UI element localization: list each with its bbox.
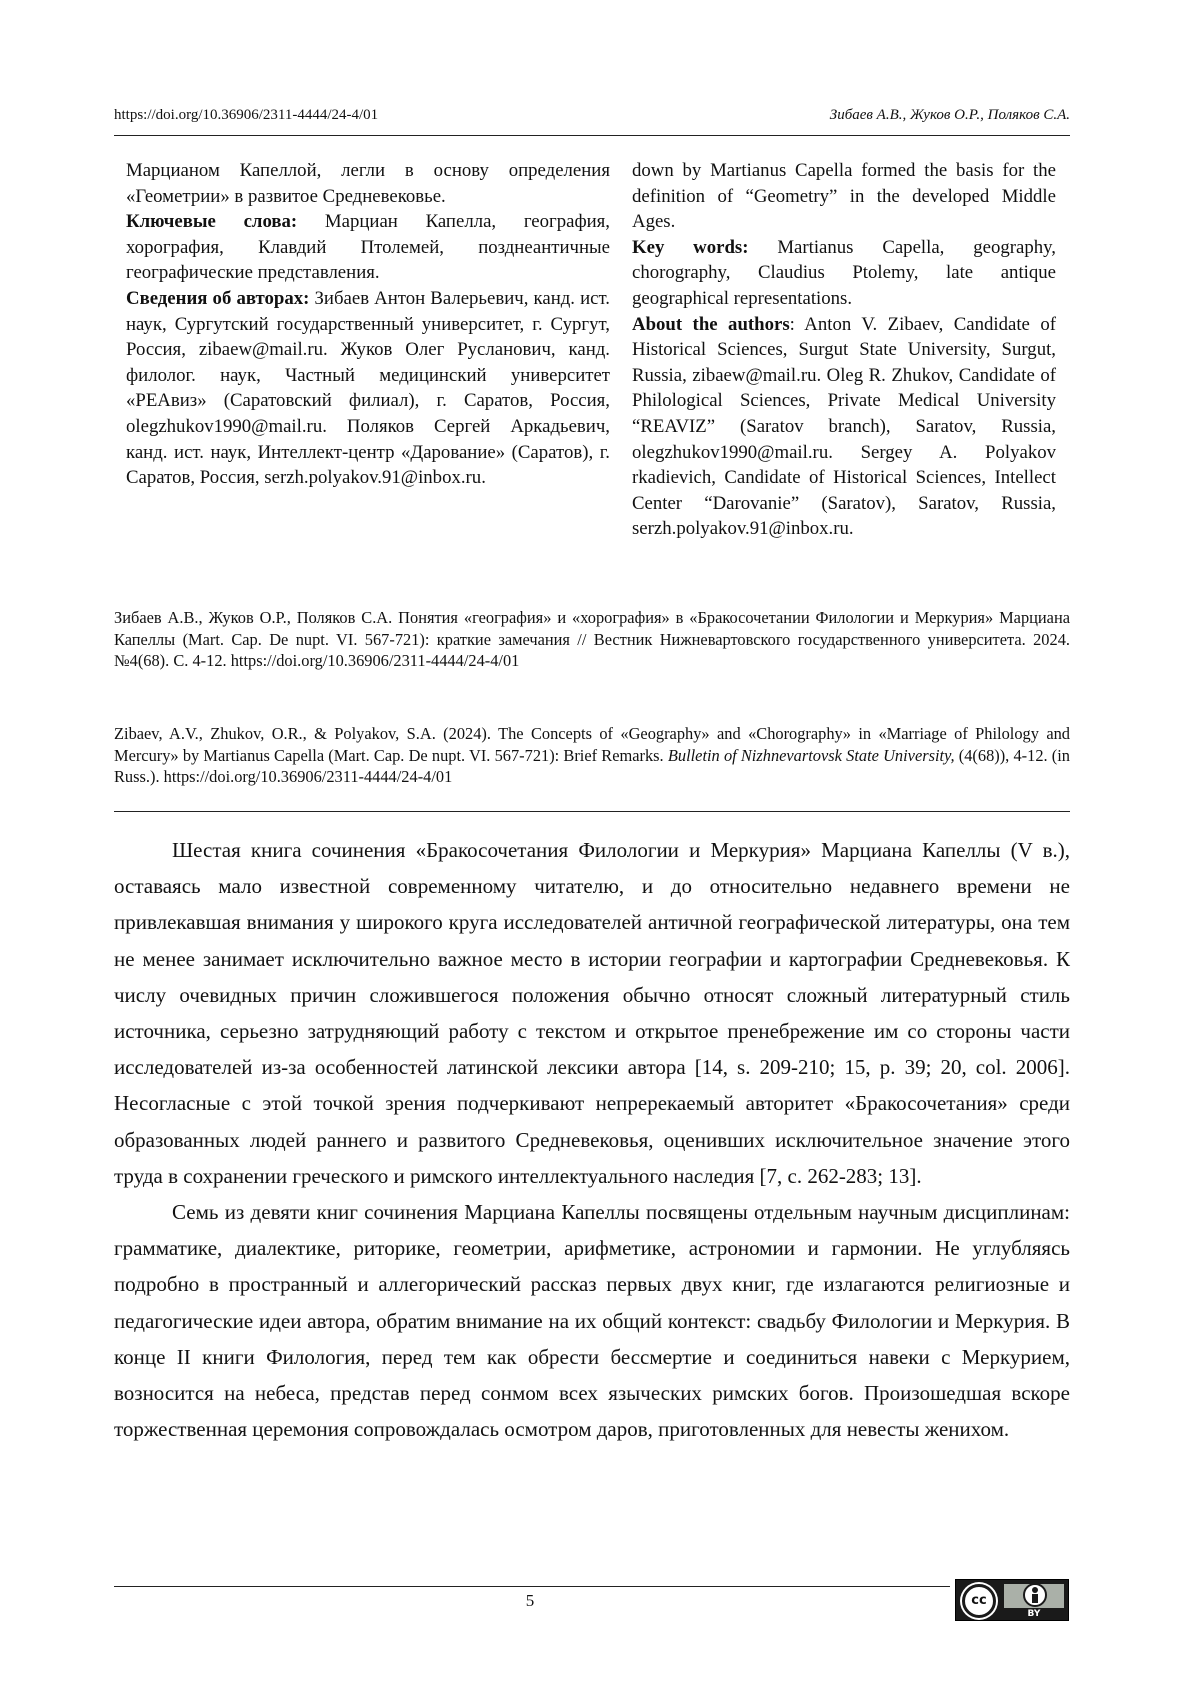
abstract-tail-ru: Марцианом Капеллой, легли в основу определения «Геометрии» в развитое Средневековье. xyxy=(126,160,610,207)
keywords-text-ru: Марциан Капелла, география, хорография, Клавдий Птолемей, позднеантичные географические представления. xyxy=(126,211,610,284)
abstract-tail-en: down by Martianus Capella formed the basis for the definition of “Geometry” in the developed Middle Ages. xyxy=(632,160,1056,233)
keywords-ru xyxy=(126,209,610,286)
authors-en xyxy=(632,312,1056,542)
citation-en-text xyxy=(114,723,1070,788)
body-paragraph: Семь из девяти книг сочинения Марциана Капеллы посвящены отдельным научным дисциплинам: грамматике, диалектике, риторике, геометрии, арифметике, астрономии и гармонии. Не углубляясь подробно в пространный и аллегорический рассказ первых двух книг, где излагаются религиозные и педагогические идеи автора, обратим внимание на их общий контекст: свадьбу Филологии и Меркурия. В конце II книги Филология, перед тем как обрести бессмертие и соединиться навеки с Меркурием, возносится на небеса, представ перед сонмом всех языческих римских богов. Произошедшая вскоре торжественная церемония сопровождалась осмотром даров, приготовленных для невесты женихом. xyxy=(114,1200,1070,1442)
body-paragraph: Шестая книга сочинения «Бракосочетания Филологии и Меркурия» Марциана Капеллы (V в.), оставаясь мало известной современному читателю, и до относительно недавнего времени не привлекавшая внимания у широкого круга исследователей античной географической литературы, она тем не менее занимает исключительно важное место в истории географии и картографии Средневековья. К числу очевидных причин сложившегося положения обычно относят сложный литературный стиль источника, серьезно затрудняющий работу с текстом и открытое пренебрежение им со стороны части исследователей из-за особенностей латинской лексики автора [14, s. 209-210; 15, p. 39; 20, col. 2006]. Несогласные с этой точкой зрения подчеркивают непререкаемый авторитет «Бракосочетания» среди образованных людей раннего и развитого Средневековья, оценивших исключительное значение этого труда в сохранении греческого и римского интеллектуального наследия [7, с. 262-283; 13]. xyxy=(114,838,1070,1188)
authors-ru xyxy=(126,286,610,491)
keywords-label-en: Key words: xyxy=(632,236,749,258)
cc-by-icon xyxy=(955,1579,1069,1621)
citation-en-journal: Bulletin of Nizhnevartovsk State University, xyxy=(667,745,955,765)
authors-info-en: : Anton V. Zibaev, Candidate of Historical Sciences, Surgut State University, Surgut, Russia, zibaew@mail.ru. Oleg R. Zhukov, Candidate of Philological Sciences, Private Medical University “REAVIZ” (Saratov branch), Saratov, Russia, olegzhukov1990@mail.ru. Sergey A. Polyakov rkadievich, Candidate of Historical Sciences, Intellect Center “Darovanie” (Saratov), Saratov, Russia, serzh.polyakov.91@inbox.ru. xyxy=(632,313,1056,540)
abstract-column-ru xyxy=(126,158,610,491)
by-label: BY xyxy=(1027,1609,1041,1619)
header-doi: https://doi.org/10.36906/2311-4444/24-4/01 xyxy=(114,107,379,123)
citation-en-main: Zibaev, A.V., Zhukov, O.R., & Polyakov, S.A. (2024). The Concepts of «Geography» and «Chorography» in «Marriage of Philology and Mercury» by Martianus Capella (Mart. Cap. De nupt. VI. 567-721): Brief Remarks. xyxy=(114,724,1070,765)
citation-en xyxy=(114,723,1070,788)
header-rule xyxy=(114,135,1070,136)
abstract-column-en xyxy=(632,158,1056,542)
authors-label-ru: Сведения об авторах: xyxy=(126,287,310,309)
citation-ru-text: Зибаев А.В., Жуков О.Р., Поляков С.А. Понятия «география» и «хорография» в «Бракосочетании Филологии и Меркурия» Марциана Капеллы (Mart. Cap. De nupt. VI. 567-721): краткие замечания // Вестник Нижневартовского государственного университета. 2024. №4(68). С. 4-12. https://doi.org/10.36906/2311-4444/24-4/01 xyxy=(114,608,1070,671)
citation-en-tail: (4(68)), 4-12. (in Russ.). https://doi.org/10.36906/2311-4444/24-4/01 xyxy=(114,745,1071,787)
keywords-text-en: Martianus Capella, geography, chorography, Claudius Ptolemy, late antique geographical representations. xyxy=(632,236,1056,309)
citation-rule xyxy=(114,811,1070,812)
running-header xyxy=(114,103,1070,131)
keywords-label-ru: Ключевые слова: xyxy=(126,211,298,233)
footer-rule xyxy=(114,1586,950,1587)
cc-logo-icon: cc xyxy=(962,1584,996,1618)
attribution-person-icon xyxy=(1023,1583,1047,1607)
header-authors: Зибаев А.В., Жуков О.Р., Поляков С.А. xyxy=(829,107,1070,123)
authors-info-ru: Зибаев Антон Валерьевич, канд. ист. наук, Сургутский государственный университет, г. Сургут, Россия, zibaew@mail.ru. Жуков Олег Русланович, канд. филолог. наук, Частный медицинский университет «РЕАвиз» (Саратовский филиал), г. Саратов, Россия, olegzhukov1990@mail.ru. Поляков Сергей Аркадьевич, канд. ист. наук, Интеллект-центр «Дарование» (Саратов), г. Саратов, Россия, serzh.polyakov.91@inbox.ru. xyxy=(126,287,610,489)
page-number: 5 xyxy=(525,1591,535,1610)
authors-label-en: About the authors xyxy=(632,313,790,335)
body-text xyxy=(114,832,1070,1447)
citation-ru xyxy=(114,607,1070,672)
keywords-en xyxy=(632,235,1056,312)
